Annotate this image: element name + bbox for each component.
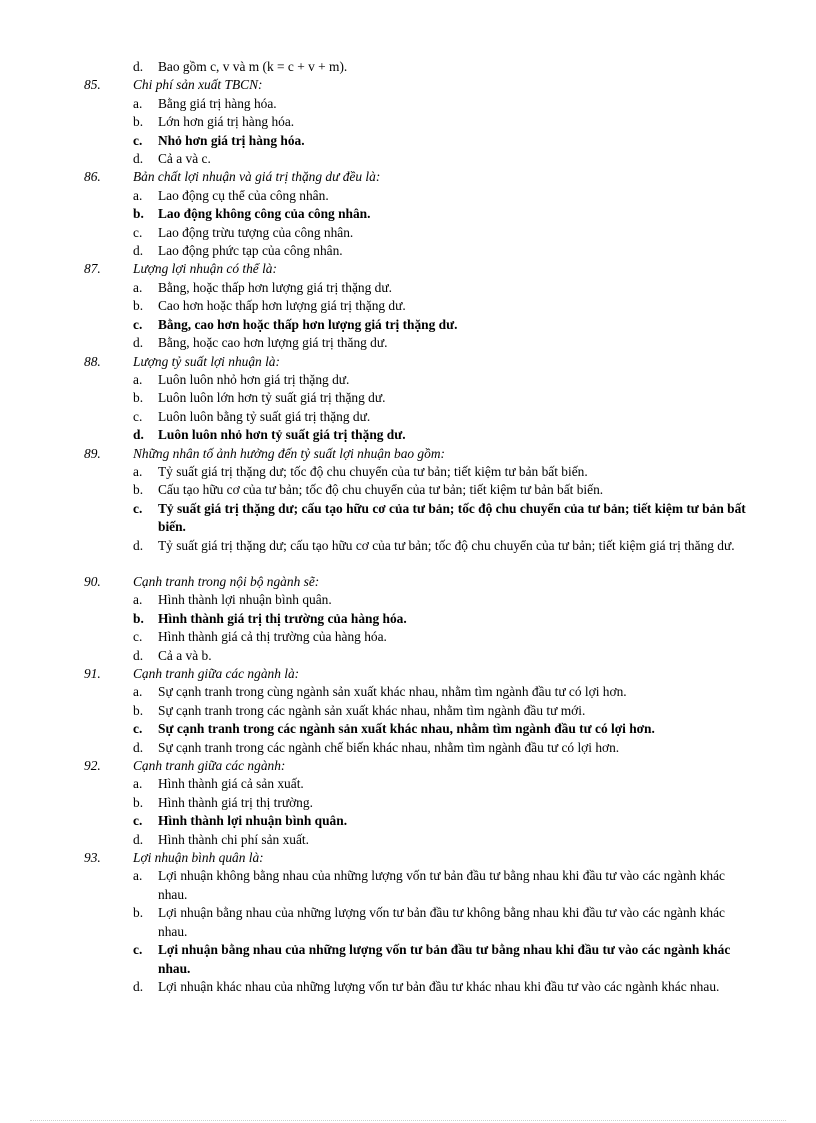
answer-option [84,702,754,720]
question-heading [84,573,754,591]
question-block [84,260,754,352]
answer-option [84,591,754,609]
question-block [84,353,754,445]
option-letter: d. [133,978,144,994]
option-letter: d. [133,739,144,755]
option-text: Hình thành giá trị thị trường của hàng hóa. [158,610,407,626]
question-number: 85. [84,77,101,93]
option-letter: b. [133,610,144,626]
option-text: Hình thành lợi nhuận bình quân. [158,813,348,829]
question-text: Lượng tỷ suất lợi nhuận là: [133,353,280,369]
question-text: Cạnh tranh giữa các ngành: [133,758,286,774]
option-letter: d. [133,151,144,167]
question-text: Bản chất lợi nhuận và giá trị thặng dư đều là: [133,169,381,185]
answer-option [84,58,754,76]
option-text: Sự cạnh tranh trong các ngành chế biến khác nhau, nhằm tìm ngành đầu tư có lợi hơn. [158,739,620,755]
option-letter: c. [133,942,143,958]
question-number: 91. [84,666,101,681]
option-letter: c. [133,813,143,829]
option-text: Lao động trừu tượng của công nhân. [158,224,354,240]
option-letter: d. [133,427,144,443]
answer-option [84,647,754,665]
option-letter: a. [133,279,143,295]
option-text: Sự cạnh tranh trong cùng ngành sản xuất khác nhau, nhằm tìm ngành đầu tư có lợi hơn. [158,684,627,700]
question-heading [84,353,754,371]
answer-option [84,739,754,757]
option-letter: b. [133,114,144,130]
question-heading [84,445,754,463]
question-block [84,76,754,168]
document-body [84,58,754,996]
option-text: Tỷ suất giá trị thặng dư; tốc độ chu chuyển của tư bản; tiết kiệm tư bản bất biến. [158,463,588,479]
question-block [84,665,754,757]
option-letter: a. [133,684,143,700]
answer-option [84,941,754,978]
question-heading [84,757,754,775]
option-text: Lao động phức tạp của công nhân. [158,243,343,259]
question-heading [84,665,754,683]
answer-option [84,316,754,334]
option-letter: d. [133,537,144,553]
answer-option [84,279,754,297]
option-text: Lợi nhuận bằng nhau của những lượng vốn tư bản đầu tư không bằng nhau khi đầu tư vào các ngành khác nhau. [158,905,725,939]
option-letter: b. [133,905,144,921]
option-letter: b. [133,206,144,222]
answer-option [84,683,754,701]
option-text: Bằng giá trị hàng hóa. [158,95,277,111]
answer-option [84,95,754,113]
question-block [84,573,754,665]
question-block [84,849,754,996]
option-text: Cả a và c. [158,151,211,167]
answer-option [84,628,754,646]
answer-option [84,794,754,812]
option-letter: d. [133,647,144,663]
question-number: 92. [84,758,101,774]
answer-option [84,113,754,131]
question-block [84,757,754,849]
option-letter: d. [133,831,144,847]
option-text: Lớn hơn giá trị hàng hóa. [158,114,295,130]
question-block [84,445,754,555]
option-letter: a. [133,95,143,111]
answer-option [84,904,754,941]
answer-option [84,610,754,628]
option-text: Nhỏ hơn giá trị hàng hóa. [158,132,305,148]
answer-option [84,537,754,555]
question-number: 86. [84,169,101,185]
answer-option [84,371,754,389]
question-text: Lượng lợi nhuận có thể là: [133,261,277,277]
answer-option [84,463,754,481]
question-number: 87. [84,261,101,277]
option-text: Luôn luôn bằng tỷ suất giá trị thặng dư. [158,408,371,424]
answer-option [84,500,754,537]
option-text: Luôn luôn nhỏ hơn tỷ suất giá trị thặng dư. [158,427,406,443]
option-text: Sự cạnh tranh trong các ngành sản xuất khác nhau, nhằm tìm ngành đầu tư mới. [158,702,586,718]
answer-option [84,481,754,499]
answer-option [84,132,754,150]
question-heading [84,260,754,278]
option-letter: b. [133,298,144,314]
answer-option [84,205,754,223]
option-text: Sự cạnh tranh trong các ngành sản xuất khác nhau, nhằm tìm ngành đầu tư có lợi hơn. [158,721,655,737]
option-text: Cả a và b. [158,647,212,663]
answer-option [84,831,754,849]
blank-line [84,555,754,573]
option-text: Tỷ suất giá trị thặng dư; cấu tạo hữu cơ của tư bản; tốc độ chu chuyển của tư bản; tiết kiệm giá trị thăng dư. [158,537,735,553]
option-letter: b. [133,482,144,498]
answer-option [84,187,754,205]
option-text: Hình thành chi phí sản xuất. [158,831,309,847]
option-text: Bằng, hoặc cao hơn lượng giá trị thăng dư. [158,335,388,351]
answer-option [84,867,754,904]
option-text: Bằng, cao hơn hoặc thấp hơn lượng giá trị thặng dư. [158,316,458,332]
answer-option [84,242,754,260]
option-text: Hình thành giá cả thị trường của hàng hóa. [158,629,387,645]
question-number: 93. [84,850,101,866]
option-letter: a. [133,463,143,479]
option-text: Lao động cụ thể của công nhân. [158,187,329,203]
answer-option [84,720,754,738]
option-letter: a. [133,187,143,203]
question-text: Những nhân tố ảnh hưởng đến tỷ suất lợi nhuận bao gồm: [133,445,445,461]
option-letter: c. [133,500,143,516]
answer-option [84,389,754,407]
question-text: Lợi nhuận bình quân là: [133,850,264,866]
question-number: 88. [84,353,101,369]
option-letter: a. [133,592,143,608]
option-letter: c. [133,721,143,737]
question-heading [84,168,754,186]
option-letter: a. [133,371,143,387]
option-letter: b. [133,702,144,718]
answer-option [84,224,754,242]
option-letter: b. [133,794,144,810]
option-text: Cấu tạo hữu cơ của tư bản; tốc độ chu chuyển của tư bản; tiết kiệm tư bản bất biến. [158,482,604,498]
question-heading [84,849,754,867]
page-footer-divider [30,1120,786,1121]
option-text: Lợi nhuận không bằng nhau của những lượng vốn tư bản đầu tư bằng nhau khi đầu tư vào các ngành khác nhau. [158,868,725,902]
answer-option [84,775,754,793]
option-text: Lao động không công của công nhân. [158,206,371,222]
option-text: Lợi nhuận khác nhau của những lượng vốn tư bản đầu tư khác nhau khi đầu tư vào các ngành khác nhau. [158,978,720,994]
question-text: Cạnh tranh trong nội bộ ngành sẽ: [133,573,320,589]
option-letter: c. [133,408,143,424]
option-letter: a. [133,776,143,792]
option-letter: a. [133,868,143,884]
question-number: 90. [84,573,101,589]
answer-option [84,978,754,996]
option-letter: d. [133,59,144,74]
question-heading [84,76,754,94]
option-text: Bằng, hoặc thấp hơn lượng giá trị thặng dư. [158,279,392,295]
question-number: 89. [84,445,101,461]
answer-option [84,812,754,830]
question-text: Cạnh tranh giữa các ngành là: [133,666,300,681]
option-letter: b. [133,390,144,406]
answer-option [84,150,754,168]
option-text: Luôn luôn nhỏ hơn giá trị thặng dư. [158,371,350,387]
option-letter: d. [133,335,144,351]
option-letter: d. [133,243,144,259]
question-block [84,168,754,260]
option-letter: c. [133,224,143,240]
option-letter: c. [133,132,143,148]
answer-option [84,297,754,315]
option-letter: c. [133,316,143,332]
answer-option [84,334,754,352]
question-text: Chi phí sản xuất TBCN: [133,77,263,93]
answer-option [84,408,754,426]
answer-option [84,426,754,444]
option-text: Tỷ suất giá trị thặng dư; cấu tạo hữu cơ của tư bản; tốc độ chu chuyển của tư bản; tiết kiệm tư bản bất biến. [158,500,746,535]
option-text: Hình thành giá trị thị trường. [158,794,313,810]
option-text: Bao gồm c, v và m (k = c + v + m). [158,59,348,74]
option-text: Lợi nhuận bằng nhau của những lượng vốn tư bản đầu tư bằng nhau khi đầu tư vào các ngành khác nhau. [158,942,731,976]
option-text: Luôn luôn lớn hơn tỷ suất giá trị thặng dư. [158,390,386,406]
option-text: Hình thành giá cả sản xuất. [158,776,304,792]
option-text: Cao hơn hoặc thấp hơn lượng giá trị thặng dư. [158,298,406,314]
option-letter: c. [133,629,143,645]
option-text: Hình thành lợi nhuận bình quân. [158,592,332,608]
